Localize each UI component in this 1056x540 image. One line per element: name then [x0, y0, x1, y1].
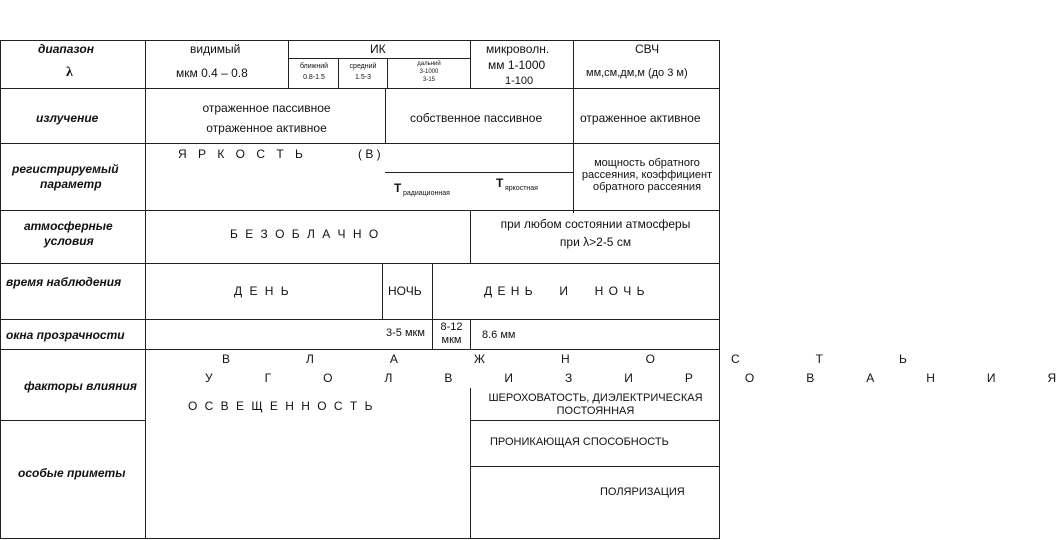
grid-line-t2	[432, 263, 433, 319]
wavelength-microwave-extra: 1-100	[505, 75, 534, 87]
parameter-shf-2: рассеяния, коэффициент	[581, 169, 713, 181]
grid-line-row3	[0, 143, 720, 144]
grid-line-w1	[288, 58, 289, 88]
special-label: особые приметы	[18, 466, 126, 480]
roughness-1: ШЕРОХОВАТОСТЬ, ДИЭЛЕКТРИЧЕСКАЯ	[488, 392, 703, 404]
grid-line-r2	[573, 88, 574, 143]
window-8-12-1: 8-12	[440, 321, 463, 333]
factors-label: факторы влияния	[24, 379, 137, 393]
grid-line-ir-under	[288, 58, 470, 59]
grid-line-p-mid	[385, 172, 573, 173]
polarization: ПОЛЯРИЗАЦИЯ	[600, 486, 685, 498]
grid-line-row7	[0, 349, 720, 350]
grid-line-row5	[0, 263, 720, 264]
illumination: О С В Е Щ Е Н Н О С Т Ь	[188, 399, 375, 413]
far-ir-range: 3-1000	[419, 69, 439, 75]
near-ir-name: ближний	[299, 63, 329, 70]
window-8-12-2: мкм	[441, 334, 462, 346]
parameter-label-1: регистрируемый	[12, 162, 119, 176]
grid-line-row8	[0, 420, 146, 421]
header-microwave: микроволн.	[486, 42, 550, 56]
time-label: время наблюдения	[6, 275, 122, 289]
grid-line-h2	[470, 40, 471, 58]
wavelength-visible: мкм 0.4 – 0.8	[176, 66, 248, 80]
grid-line-left	[0, 40, 1, 539]
t-rad-sub: радиационная	[403, 190, 450, 197]
grid-line-a1	[470, 210, 471, 263]
radiation-visible-1: отраженное пассивное	[202, 101, 331, 115]
wavelength-shf: мм,см,дм,м (до 3 м)	[586, 67, 688, 79]
grid-line-right	[719, 40, 720, 539]
atmosphere-cloudless: Б Е З О Б Л А Ч Н О	[230, 227, 379, 241]
header-visible: видимый	[190, 42, 241, 56]
grid-line-h1	[288, 40, 289, 58]
grid-line-r1	[385, 88, 386, 143]
mid-ir-name: средний	[349, 63, 377, 70]
roughness-2: ПОСТОЯННАЯ	[556, 405, 635, 417]
grid-line-f2	[470, 388, 471, 538]
moisture-line-2: У Г О Л В И З И Р О В А Н И Я	[205, 371, 1056, 385]
wavelength-label: λ	[66, 65, 73, 80]
parameter-shf-3: обратного рассеяния	[592, 181, 702, 193]
grid-line-h3	[573, 40, 574, 58]
t-bright-sub: яркостная	[505, 185, 538, 192]
near-ir-range: 0.8-1.5	[303, 74, 325, 81]
grid-line-row6	[0, 319, 720, 320]
radiation-shf: отраженное активное	[580, 111, 701, 125]
grid-line-top	[0, 40, 720, 41]
penetrating: ПРОНИКАЮЩАЯ СПОСОБНОСТЬ	[490, 436, 669, 448]
header-label: диапазон	[38, 42, 94, 56]
parameter-label-2: параметр	[40, 177, 102, 191]
t-bright-main: Т	[496, 176, 504, 190]
header-shf: СВЧ	[635, 42, 660, 56]
atmosphere-label-1: атмосферные	[24, 219, 113, 233]
parameter-shf-1: мощность обратного	[594, 157, 700, 169]
grid-line-row2	[0, 88, 720, 89]
wavelength-microwave: мм 1-1000	[488, 58, 546, 72]
brightness-text: Я Р К О С Т Ь	[178, 147, 303, 161]
atmosphere-label-2: условия	[44, 234, 94, 248]
grid-line-w5	[573, 58, 574, 90]
brightness-b: ( В )	[358, 147, 381, 161]
far-ir-name: дальний	[417, 61, 441, 67]
time-day-night: Д Е Н Ь И Н О Ч Ь	[484, 284, 645, 298]
mid-ir-range: 1.5-3	[355, 74, 371, 81]
grid-line-o2	[470, 319, 471, 349]
time-day: Д Е Н Ь	[234, 284, 289, 298]
window-8-6mm: 8.6 мм	[482, 329, 516, 341]
moisture-line-1: В Л А Ж Н О С Т Ь	[222, 352, 907, 366]
grid-line-w3	[387, 58, 388, 88]
radiation-visible-2: отраженное активное	[206, 121, 327, 135]
radiation-label: излучение	[36, 111, 99, 125]
grid-line-bottom	[0, 538, 720, 539]
grid-line-p1	[573, 143, 574, 213]
grid-line-f1	[470, 420, 720, 421]
grid-line-row4	[0, 210, 720, 211]
grid-line-s1	[470, 466, 720, 467]
atmosphere-any-2: при λ>2-5 см	[559, 235, 632, 249]
grid-line-t1	[382, 263, 383, 319]
far-ir-extra: 3-15	[422, 77, 435, 83]
grid-line-w4	[470, 58, 471, 88]
header-ir: ИК	[370, 42, 386, 56]
time-night: НОЧЬ	[388, 284, 422, 298]
window-3-5: 3-5 мкм	[386, 327, 425, 339]
atmosphere-any-1: при любом состоянии атмосферы	[500, 217, 691, 231]
grid-line-label-col	[145, 40, 146, 539]
t-rad-main: Т	[394, 181, 402, 195]
radiation-ir-microwave: собственное пассивное	[410, 111, 543, 125]
windows-label: окна прозрачности	[6, 328, 125, 342]
